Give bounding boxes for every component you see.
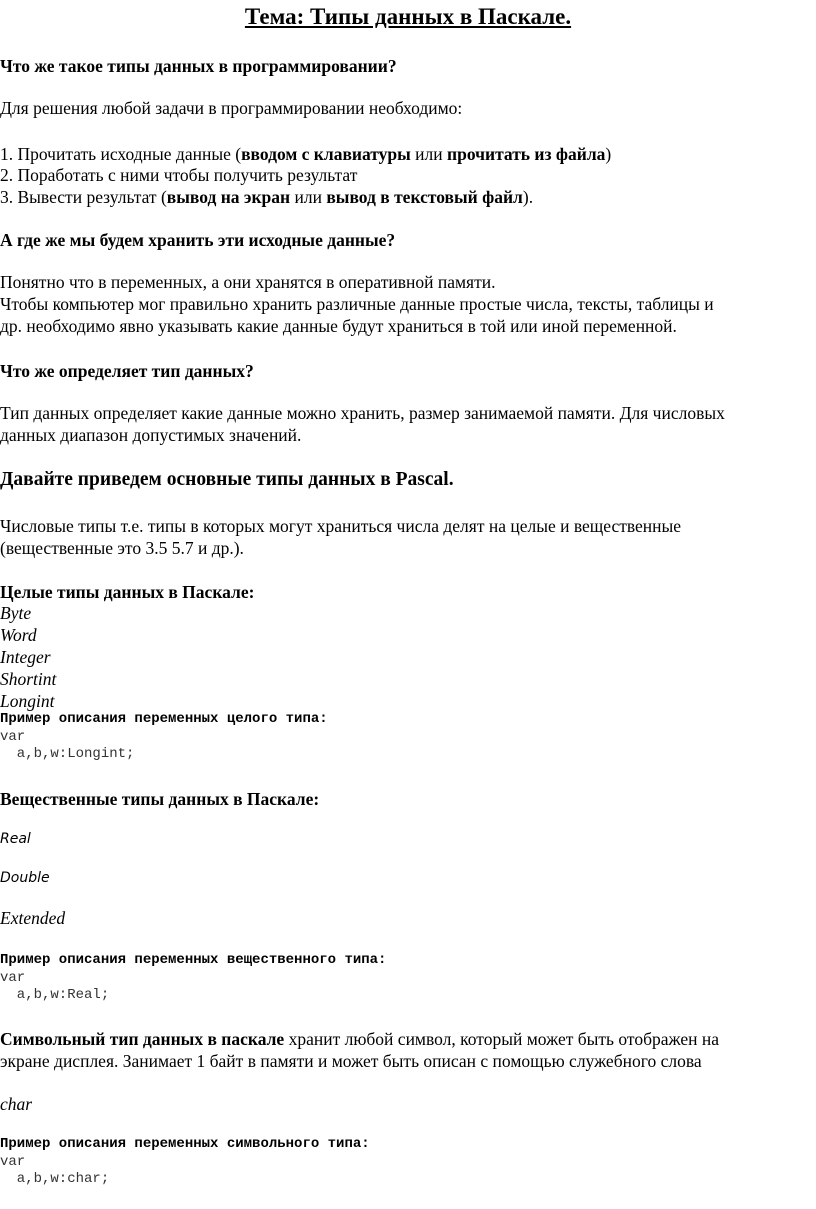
real-example-decl: a,b,w:Real;	[0, 987, 110, 1003]
step-2: 2. Поработать с ними чтобы получить результат	[0, 165, 358, 185]
int-type-byte: Byte	[0, 603, 32, 623]
para-variables-3: др. необходимо явно указывать какие данные будут храниться в той или иной переменной.	[0, 316, 677, 336]
step-1	[0, 143, 611, 165]
page-title: Тема: Типы данных в Паскале.	[244, 4, 572, 29]
real-example-var: var	[0, 970, 26, 986]
para-variables-2: Чтобы компьютер мог правильно хранить различные данные простые числа, тексты, таблицы и	[0, 294, 714, 314]
step-1-text-end: )	[605, 144, 612, 164]
intro-text: Для решения любой задачи в программировании необходимо:	[0, 98, 463, 118]
step-1-text-a: 1. Прочитать исходные данные (	[0, 144, 242, 164]
heading-basic-types: Давайте приведем основные типы данных в Pascal.	[0, 469, 454, 490]
real-type-real: Real	[0, 831, 31, 847]
heading-where-store: А где же мы будем хранить эти исходные данные?	[0, 230, 396, 250]
para-variables-1: Понятно что в переменных, а они хранятся в оперативной памяти.	[0, 272, 496, 292]
heading-integer-types: Целые типы данных в Паскале:	[0, 582, 255, 602]
step-3-bold-screen: вывод на экран	[166, 187, 291, 207]
para-numeric-1: Числовые типы т.е. типы в которых могут храниться числа делят на целые и вещественные	[0, 516, 682, 536]
heading-real-types: Вещественные типы данных в Паскале:	[0, 789, 320, 809]
para-numeric-2: (вещественные это 3.5 5.7 и др.).	[0, 538, 244, 558]
char-para-rest: хранит любой символ, который может быть отображен на	[284, 1029, 720, 1049]
int-type-word: Word	[0, 625, 37, 645]
char-example-decl: a,b,w:char;	[0, 1171, 110, 1187]
char-para-2: экране дисплея. Занимает 1 байт в памяти и может быть описан с помощью служебного слова	[0, 1051, 702, 1071]
real-type-double: Double	[0, 870, 50, 886]
char-para-1	[0, 1028, 719, 1050]
real-example-label: Пример описания переменных вещественного типа:	[0, 952, 387, 968]
int-type-longint: Longint	[0, 691, 55, 711]
char-example-label: Пример описания переменных символьного типа:	[0, 1136, 370, 1152]
int-example-label: Пример описания переменных целого типа:	[0, 711, 328, 727]
heading-what-defines: Что же определяет тип данных?	[0, 361, 254, 381]
step-3	[0, 186, 533, 208]
char-keyword: char	[0, 1094, 33, 1114]
char-example-var: var	[0, 1154, 26, 1170]
step-1-bold-keyboard: вводом с клавиатуры	[241, 144, 411, 164]
int-example-var: var	[0, 729, 26, 745]
heading-what-are-types: Что же такое типы данных в программировании?	[0, 56, 397, 76]
int-type-integer: Integer	[0, 647, 51, 667]
step-3-text-a: 3. Вывести результат (	[0, 187, 167, 207]
para-type-defines-2: данных диапазон допустимых значений.	[0, 425, 302, 445]
int-example-decl: a,b,w:Longint;	[0, 746, 135, 762]
step-3-text-or: или	[290, 187, 327, 207]
para-type-defines-1: Тип данных определяет какие данные можно хранить, размер занимаемой памяти. Для числовых	[0, 403, 725, 423]
int-type-shortint: Shortint	[0, 669, 57, 689]
step-1-text-or: или	[410, 144, 448, 164]
char-para-bold: Символьный тип данных в паскале	[0, 1029, 285, 1049]
step-1-bold-file: прочитать из файла	[447, 144, 606, 164]
real-type-extended: Extended	[0, 908, 66, 928]
step-3-bold-textfile: вывод в текстовый файл	[326, 187, 523, 207]
step-3-text-end: ).	[522, 187, 534, 207]
